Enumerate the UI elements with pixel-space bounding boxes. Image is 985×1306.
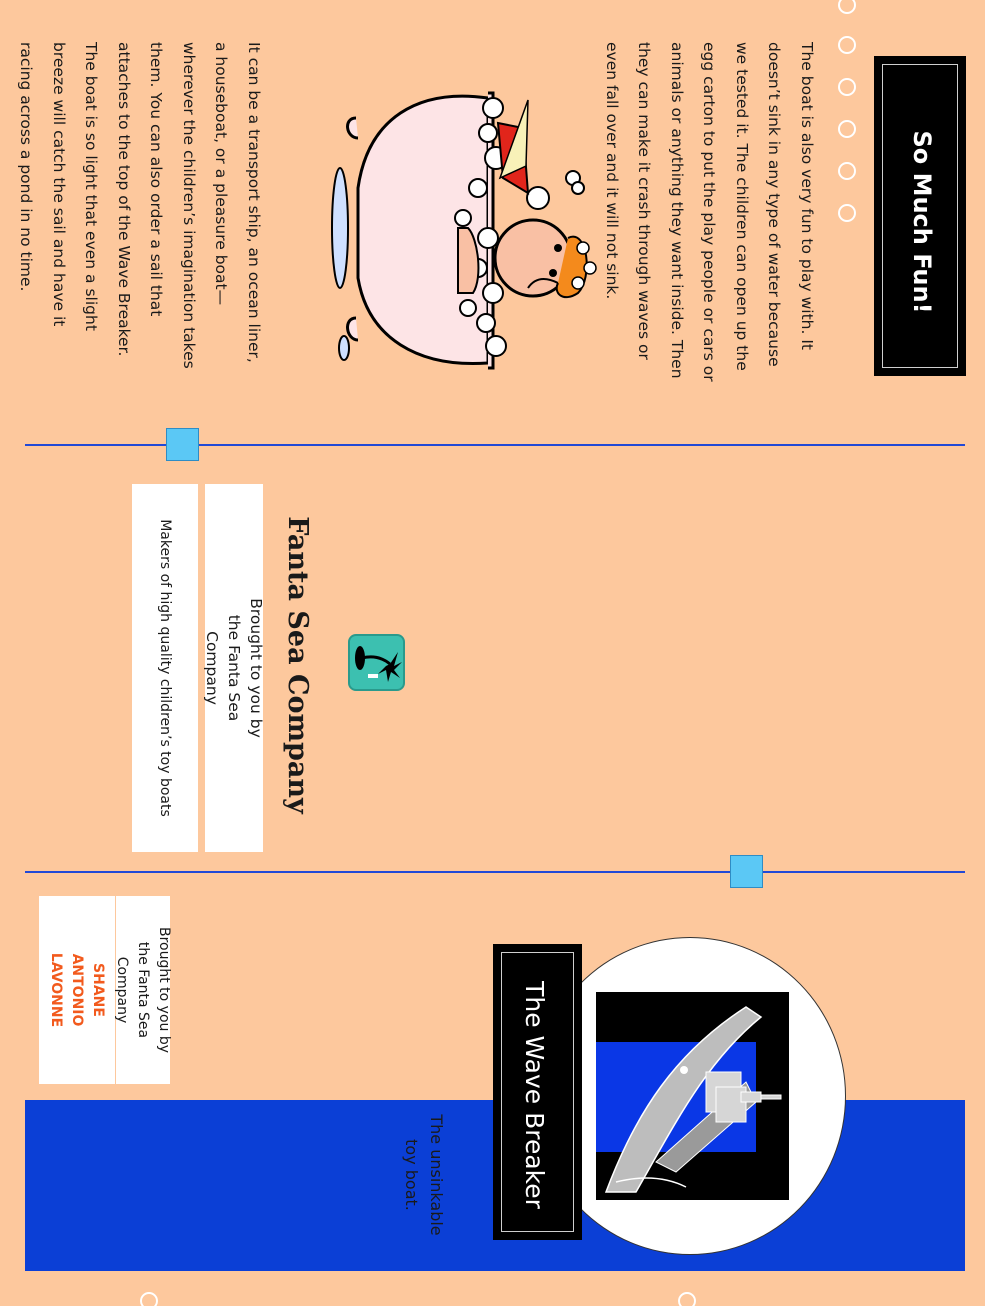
panel-divider <box>25 871 965 873</box>
company-brought-by: Brought to you by the Fanta Sea Company <box>203 598 265 738</box>
decor-circle <box>838 162 856 180</box>
author-name: SHANE <box>90 963 107 1017</box>
palm-tree-logo-icon <box>348 634 405 691</box>
company-name: Fanta Sea Company <box>282 516 314 814</box>
cover-subtitle: The unsinkable toy boat. <box>402 1114 446 1236</box>
cover-title-box <box>493 944 582 1240</box>
cover-title: The Wave Breaker <box>520 981 550 1209</box>
decor-circle <box>140 1292 158 1306</box>
company-tagline: Makers of high quality children’s toy boats <box>157 519 173 817</box>
fun-heading: So Much Fun! <box>908 130 936 314</box>
decor-circle <box>838 0 856 14</box>
fun-heading-box <box>874 56 966 376</box>
decor-circle <box>838 120 856 138</box>
decor-circle <box>678 1292 696 1306</box>
author-name: LAVONNE <box>48 952 65 1028</box>
tagline-panel <box>132 484 198 852</box>
authors-panel <box>39 896 115 1084</box>
decor-circle <box>838 78 856 96</box>
decor-circle <box>838 204 856 222</box>
fun-paragraph-2: It can be a transport ship, an ocean liner, a houseboat, or a pleasure boat—wherever the children’s imagination takes them. You can also order a sail that attaches to the top of the Wave Breaker. The boat is so light that even a slight breeze will catch the sail and have it racing across a pond in no time. <box>17 42 263 369</box>
fun-paragraph-1: The boat is also very fun to play with. It doesn’t sink in any type of water because we tested it. The children can open up the egg carton to put the play people or cars or animals or anything they want inside. Then they can make it crash through waves or even fall over and it will not sink. <box>603 42 816 382</box>
divider-marker <box>166 428 199 461</box>
divider-marker <box>730 855 763 888</box>
cover-brought-by-panel <box>114 896 173 1084</box>
author-name: ANTONIO <box>69 953 86 1027</box>
bath-clipart-icon <box>328 78 603 378</box>
ship-clipart-icon <box>596 992 789 1200</box>
brought-by-panel <box>205 484 263 852</box>
cover-brought-by: Brought to you by the Fanta Sea Company <box>114 926 173 1054</box>
decor-circle <box>838 36 856 54</box>
